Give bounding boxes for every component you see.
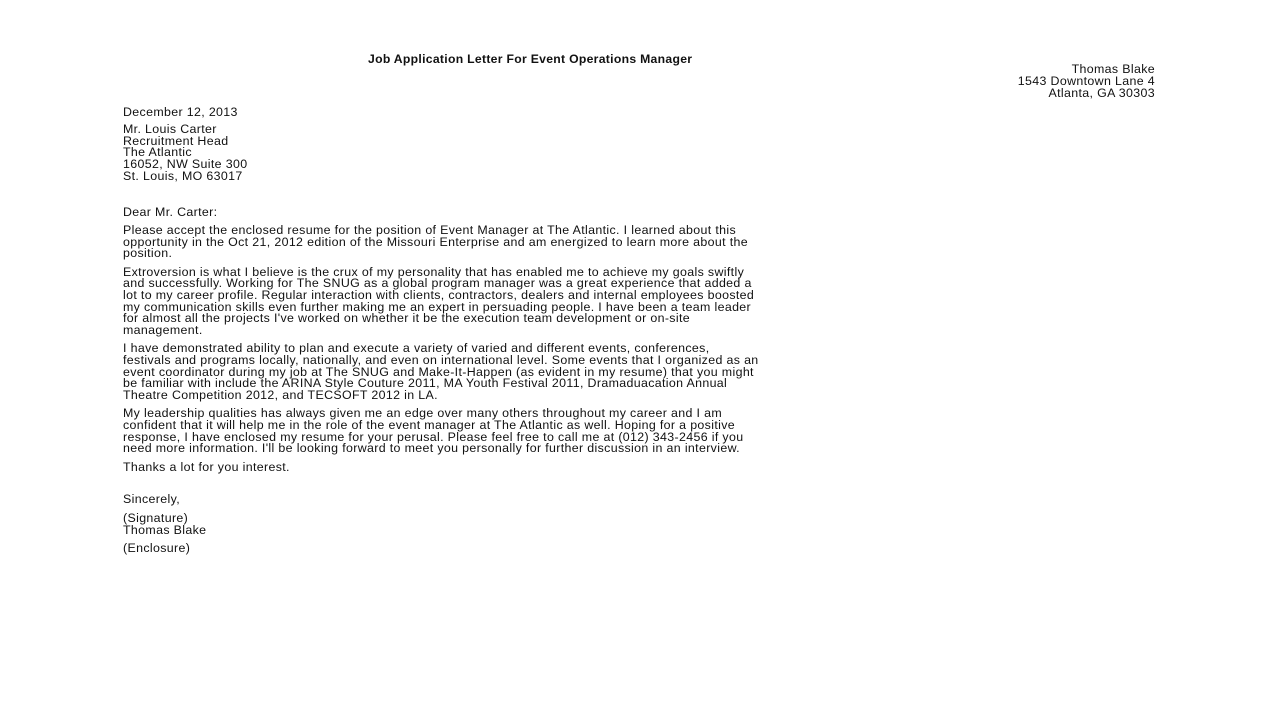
sender-city: Atlanta, GA 30303	[1048, 86, 1155, 100]
signature-block	[123, 513, 206, 537]
paragraph-line: management.	[123, 322, 203, 337]
letter-page	[123, 52, 1163, 672]
recipient-city: St. Louis, MO 63017	[123, 168, 243, 183]
letter-body	[123, 225, 1143, 480]
paragraph-personality	[123, 264, 1143, 337]
paragraph-line: response, I have enclosed my resume for your perusal. Please feel free to call me at (012) 343-2456 if you	[123, 429, 744, 444]
recipient-role: Recruitment Head	[123, 133, 229, 148]
paragraph-experience	[123, 343, 1143, 401]
paragraph-line: Please accept the enclosed resume for the position of Event Manager at The Atlantic. I learned about this	[123, 223, 737, 237]
paragraph-line: position.	[123, 246, 173, 261]
paragraph-line: event coordinator during my job at The SNUG and Make-It-Happen (as evident in my resume) that you might	[123, 364, 754, 379]
paragraph-line: need more information. I'll be looking forward to meet you personally for further discussion in an interview.	[123, 441, 740, 456]
sender-street: 1543 Downtown Lane 4	[1017, 74, 1155, 88]
paragraph-intro	[123, 225, 1143, 260]
paragraph-line: My leadership qualities has always given me an edge over many others throughout my career and I am	[123, 406, 723, 421]
recipient-company: The Atlantic	[123, 145, 192, 160]
recipient-street: 16052, NW Suite 300	[123, 157, 248, 172]
paragraph-line: Extroversion is what I believe is the crux of my personality that has enabled me to achieve my goals swiftly	[123, 264, 745, 279]
paragraph-line: I have demonstrated ability to plan and execute a variety of varied and different events, conferences,	[123, 341, 710, 356]
salutation: Dear Mr. Carter:	[123, 205, 218, 219]
recipient-address	[123, 124, 247, 183]
signature-placeholder: (Signature)	[123, 511, 189, 525]
paragraph-thanks	[123, 459, 1143, 474]
signer-name: Thomas Blake	[123, 522, 207, 537]
paragraph-line: lot to my career profile. Regular interaction with clients, contractors, dealers and internal employees boosted	[123, 287, 755, 302]
recipient-name: Mr. Louis Carter	[123, 122, 217, 136]
paragraph-line: opportunity in the Oct 21, 2012 edition of the Missouri Enterprise and am energized to learn more about the	[123, 234, 748, 249]
letter-date: December 12, 2013	[123, 105, 238, 119]
sender-name: Thomas Blake	[1071, 62, 1155, 76]
paragraph-line: for almost all the projects I've worked on whether it be the execution team development or on-site	[123, 311, 690, 326]
closing: Sincerely,	[123, 492, 180, 506]
paragraph-line: festivals and programs locally, nationally, and even on international level. Some events that I organized as an	[123, 352, 759, 367]
paragraph-leadership	[123, 408, 1143, 454]
paragraph-line: and successfully. Working for The SNUG as a global program manager was a great experience that added a	[123, 276, 752, 291]
paragraph-line: be familiar with include the ARINA Style Couture 2011, MA Youth Festival 2011, Dramaduacation Annual	[123, 376, 728, 391]
sender-address	[1018, 63, 1155, 99]
paragraph-line: my communication skills even further making me an expert in persuading people. I have been a team leader	[123, 299, 752, 314]
paragraph-line: Theatre Competition 2012, and TECSOFT 2012 in LA.	[123, 387, 438, 402]
enclosure-note: (Enclosure)	[123, 541, 191, 555]
paragraph-line: confident that it will help me in the role of the event manager at The Atlantic as well. Hoping for a positive	[123, 417, 736, 432]
paragraph-line: Thanks a lot for you interest.	[123, 459, 290, 474]
letter-title: Job Application Letter For Event Operations Manager	[368, 52, 693, 66]
